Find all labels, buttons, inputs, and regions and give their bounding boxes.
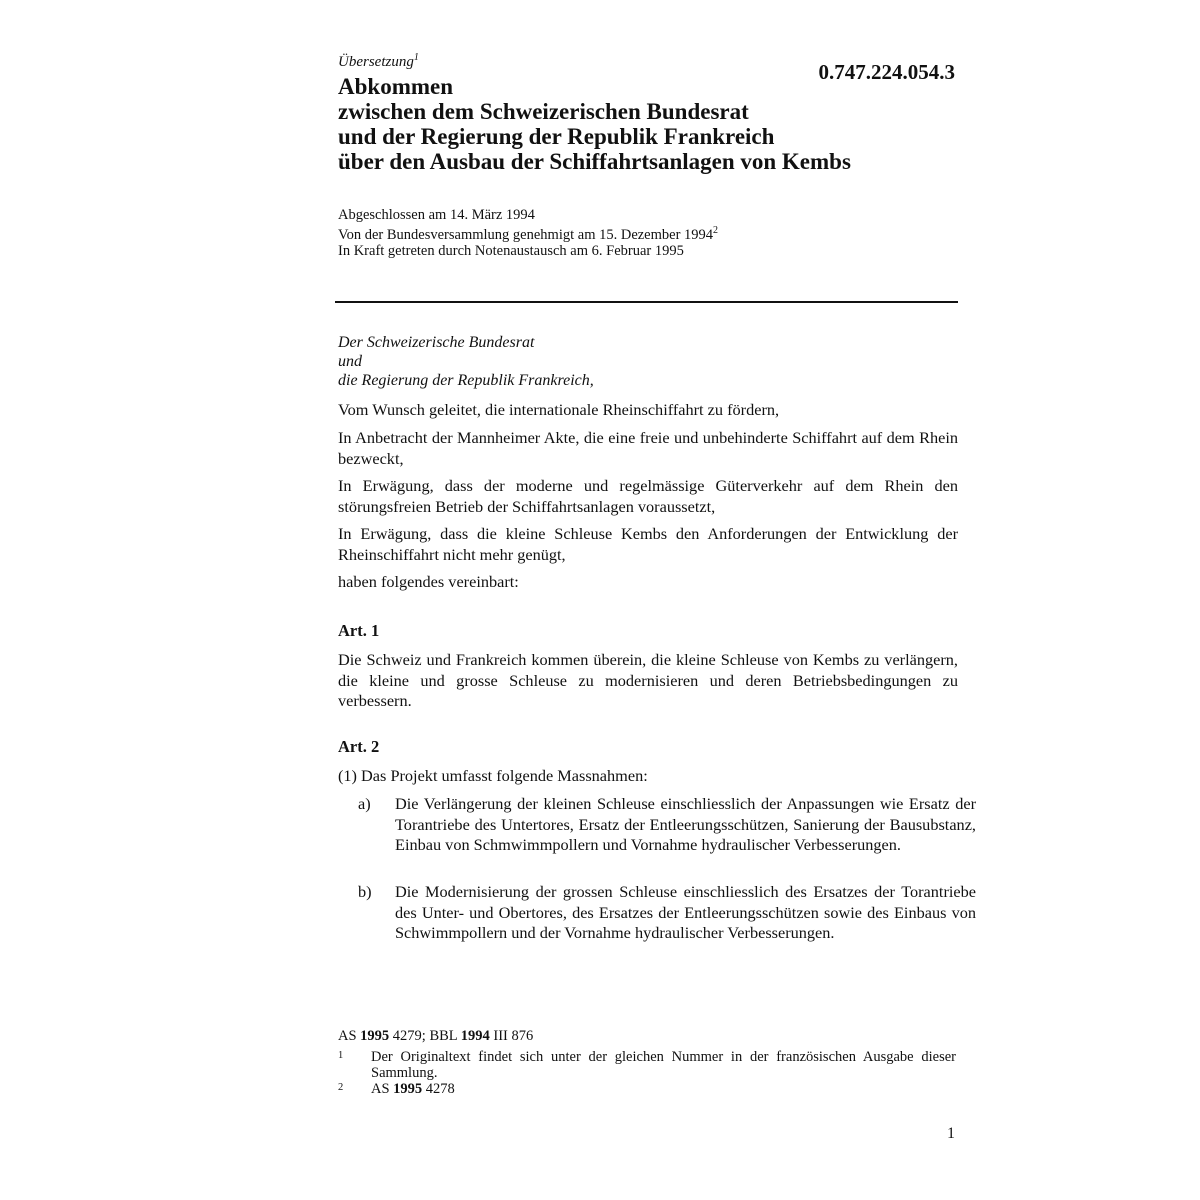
recital: In Anbetracht der Mannheimer Akte, die eine freie und unbehinderte Schiffahrt auf dem Rhein bezweckt, <box>338 428 958 468</box>
title-line: Abkommen <box>338 74 454 99</box>
list-item-letter: a) <box>358 794 371 813</box>
footnote-text: Der Originaltext findet sich unter der gleichen Nummer in der französischen Ausgabe dieser Sammlung. <box>371 1049 956 1081</box>
party-line: und <box>338 353 362 370</box>
article-heading: Art. 2 <box>338 737 380 756</box>
document-title <box>338 74 958 174</box>
recital: In Erwägung, dass der moderne und regelmässige Güterverkehr auf dem Rhein den störungsfreien Betrieb der Schiffahrtsanlagen voraussetzt, <box>338 476 958 516</box>
footnote-ref: 4278 <box>422 1081 455 1097</box>
citation-as-page: 4279; BBL <box>389 1028 461 1044</box>
footnote-mark-2[interactable]: 2 <box>713 225 719 236</box>
citation-prefix: AS <box>338 1028 361 1044</box>
recital: In Erwägung, dass die kleine Schleuse Kembs den Anforderungen der Entwicklung der Rheinschiffahrt nicht mehr genügt, <box>338 524 958 564</box>
entry-into-force: In Kraft getreten durch Notenaustausch am 6. Februar 1995 <box>338 242 684 259</box>
citation-as-year: 1995 <box>360 1028 390 1044</box>
article-paragraph: (1) Das Projekt umfasst folgende Massnahmen: <box>338 766 648 785</box>
party-line: die Regierung der Republik Frankreich, <box>338 372 594 389</box>
translation-label: Übersetzung <box>338 54 414 70</box>
recital: Vom Wunsch geleitet, die internationale Rheinschiffahrt zu fördern, <box>338 400 780 419</box>
article-heading: Art. 1 <box>338 621 380 640</box>
citation-bbl-ref: III 876 <box>489 1028 534 1044</box>
footnote-mark-1[interactable]: 1 <box>413 52 419 63</box>
treaty-metadata <box>338 207 958 259</box>
agreement-clause: haben folgendes vereinbart: <box>338 572 519 591</box>
footnote-number: 2 <box>338 1082 344 1093</box>
title-line: zwischen dem Schweizerischen Bundesrat <box>338 99 749 124</box>
footnote-text <box>371 1082 956 1098</box>
title-line: und der Regierung der Republik Frankreich <box>338 124 775 149</box>
article-text: Die Schweiz und Frankreich kommen überein, die kleine Schleuse von Kembs zu verlängern, die kleine und grosse Schleuse zu modernisieren und deren Betriebsbedingungen zu verbessern. <box>338 650 958 710</box>
document-page <box>338 0 976 1200</box>
citation-bbl-year: 1994 <box>460 1028 490 1044</box>
preamble-parties <box>338 333 958 390</box>
official-citation <box>338 1028 958 1044</box>
footnote-number: 1 <box>338 1050 344 1061</box>
approval-text: Von der Bundesversammlung genehmigt am 15. Dezember 1994 <box>338 226 714 243</box>
list-item-text: Die Verlängerung der kleinen Schleuse einschliesslich der Anpassungen wie Ersatz der Torantriebe des Untertores, Ersatz der Entleerungsschützen, Sanierung der Bausubstanz, Einbau von Schmwimmpollern und Vornahme hydraulischer Verbesserungen. <box>395 794 976 854</box>
concluded-date: Abgeschlossen am 14. März 1994 <box>338 207 535 223</box>
translation-note <box>338 52 419 71</box>
footnote-year: 1995 <box>393 1081 423 1097</box>
page-number: 1 <box>947 1125 955 1142</box>
title-line: über den Ausbau der Schiffahrtsanlagen von Kembs <box>338 149 851 174</box>
footnote-prefix: AS <box>371 1081 394 1097</box>
party-line: Der Schweizerische Bundesrat <box>338 334 535 351</box>
list-item-text: Die Modernisierung der grossen Schleuse einschliesslich des Ersatzes der Torantriebe des Unter- und Obertores, des Ersatzes der Entleerungsschützen sowie des Einbaus von Schwimmpollern und der Vornahme hydraulischer Verbesserungen. <box>395 882 976 942</box>
approval-date <box>338 223 958 243</box>
header-divider <box>335 301 958 303</box>
list-item-letter: b) <box>358 882 372 901</box>
sr-number: 0.747.224.054.3 <box>818 60 955 84</box>
